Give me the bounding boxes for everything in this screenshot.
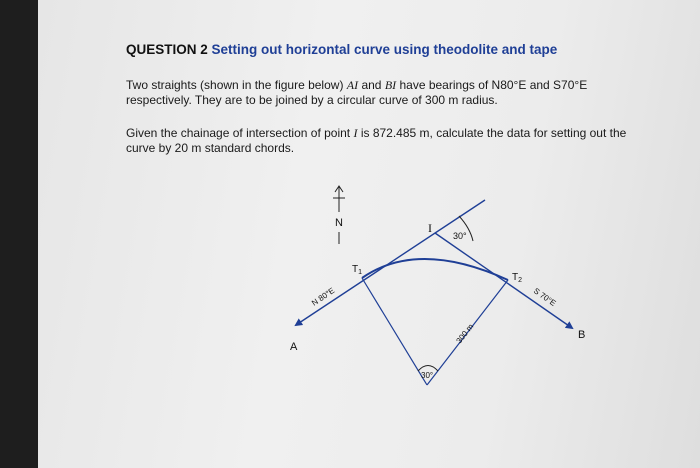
north-arrow [333,186,345,244]
central-angle-label: 30° [421,371,434,380]
radius-label: 300 m [454,322,476,346]
point-a-label: A [290,341,298,353]
bearing-bi-label: S 70°E [531,286,558,308]
straight-bi-label: BI [384,78,397,92]
radius-t1 [362,278,427,385]
given-text: is 872.485 m, calculate the data for setting out the curve by 20 m standard chords. [126,126,627,155]
statement-text: and [358,78,385,92]
given-text: Given the chainage of intersection of point [126,126,354,140]
deflection-angle-label: 30° [453,231,467,241]
straight-ai-label: AI [346,78,359,92]
question-title: Setting out horizontal curve using theodolite and tape [211,42,558,57]
straight-bi-line [435,233,572,328]
point-i-ref: I [353,126,358,140]
circular-curve [362,259,508,280]
north-label: N [335,217,343,229]
point-i-label: I [428,221,432,235]
statement-text: have bearings of N80°E and S70°E respectively. They are to be joined by a circular curve of 300 m radius. [126,78,588,107]
statement-text: Two straights (shown in the figure below) [126,78,347,92]
point-t2-label: $T_2$ [512,272,523,284]
question-number: QUESTION 2 [126,42,208,57]
bearing-ai-label: N 80°E [310,285,337,308]
point-t1-label: $T_1$ [352,264,363,276]
point-b-label: B [578,329,586,341]
